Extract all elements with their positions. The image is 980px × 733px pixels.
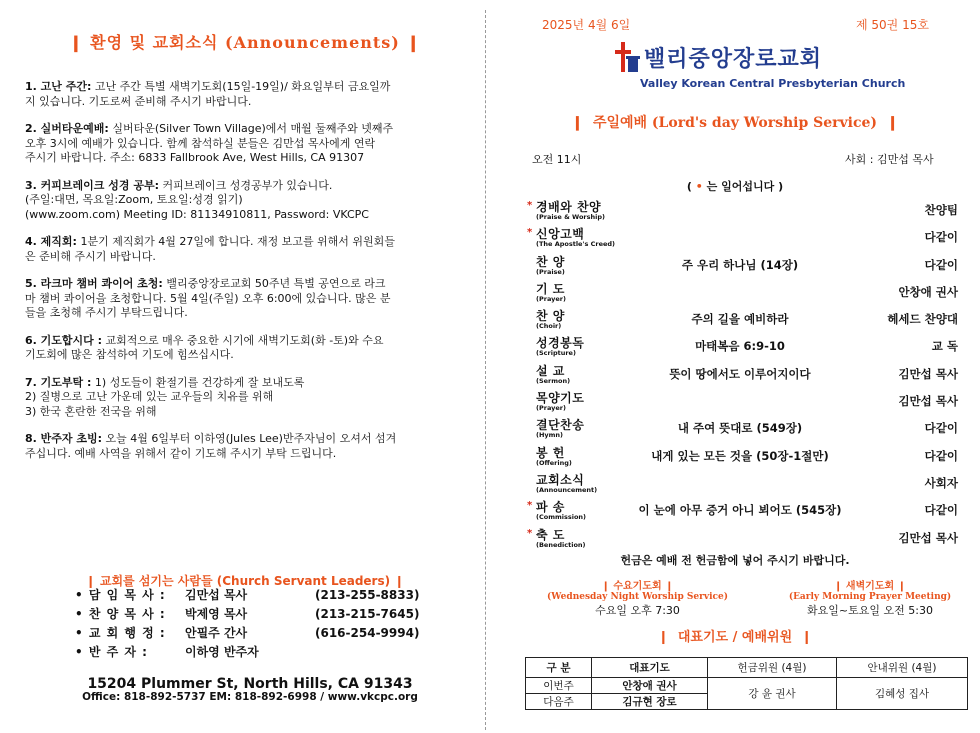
order-right: 사회자 [924,475,958,490]
servant-role: • 담 임 목 사 : [75,588,166,602]
church-address: 15204 Plummer St, North Hills, CA 91343 [87,676,413,692]
order-name: 파 송 [536,500,565,515]
row-label: 이번주 [526,678,592,694]
order-right: 다같이 [924,503,958,518]
order-mid: 내 주여 뜻대로 (549장) [677,421,803,436]
announcement-line [25,277,470,292]
announcement-item [25,235,470,264]
order-en: (Hymn) [536,431,564,440]
order-en: (Offering) [536,458,572,467]
announcement-label: 4. 제직회: [25,235,77,248]
announcement-label: 6. 기도합시다 : [25,333,103,347]
order-en: (Scripture) [536,349,576,358]
order-mid: 주 우리 하나님 (14장) [681,257,799,272]
star-icon: • [695,180,703,193]
order-right: 다같이 [924,230,958,245]
star-icon: * [527,200,533,211]
announcement-item [25,334,470,363]
announcement-line [25,405,470,420]
title-bar-left: ❙ [571,115,584,131]
servant-phone: (213-255-8833) [315,588,420,602]
church-contact: Office: 818-892-5737 EM: 818-892-6998 / www.vkcpc.org [82,691,418,703]
order-en: (Praise & Worship) [536,213,605,221]
announcement-line [25,137,470,152]
wednesday-service [535,577,740,618]
order-name: 교회소식 [536,472,585,487]
order-row [527,526,960,553]
announcement-text: 지 있습니다. 기도로써 준비해 주시기 바랍니다. [25,94,252,108]
order-of-worship [527,198,960,553]
order-en: (The Apostle's Creed) [536,240,616,249]
order-name: 성경봉독 [536,336,585,351]
announcement-label: 3. 커피브레이크 성경 공부: [25,178,159,192]
servant-phone: (213-215-7645) [315,607,420,621]
church-name-english: Valley Korean Central Presbyterian Church [640,77,906,90]
officers-title-text: 대표기도 / 예배위원 [677,630,793,645]
order-mid: 마태복음 6:9-10 [695,339,785,354]
announcement-label: 8. 반주자 초빙: [25,432,103,445]
order-name: 목양기도 [536,391,585,406]
announcement-line [25,390,470,405]
servant-role: • 반 주 자 : [75,645,148,659]
announcement-line [25,235,470,250]
announcement-text: 마 챔버 콰이어을 초청합니다. 5월 4일(주일) 오후 6:00에 있습니다. 많은 분 [25,291,391,305]
title-bar-right: ❙ [886,115,899,131]
announcement-line [25,376,470,391]
officers-title [500,626,970,645]
servant-name: 이하영 반주자 [185,645,259,659]
offering-note: 헌금은 예배 전 헌금함에 넣어 주시기 바랍니다. [620,554,850,567]
order-right: 헤세드 찬양대 [887,312,958,327]
order-en: (Choir) [536,322,562,331]
title-bar-right: ❙ [406,33,421,52]
order-row [530,280,960,307]
title-bar-left: ❙ [69,33,84,52]
announcement-text: 주시기 바랍니다. 주소: 6833 Fallbrook Ave, West Hills, CA 91307 [25,151,365,164]
order-right: 안창애 권사 [898,284,958,299]
announcement-label: 5. 라크마 챔버 콰이어 초청: [25,277,163,290]
order-en: (Commission) [536,513,587,522]
standing-note: ( • 는 일어섭니다 ) [686,180,784,193]
header-category: 구 분 [526,658,592,678]
order-right: 김만섭 목사 [898,394,958,409]
order-right: 다같이 [924,421,958,436]
servant-role: • 교 회 행 정 : [75,626,166,640]
wednesday-time: 수요일 오후 7:30 [595,604,680,617]
announcement-text: (www.zoom.com) Meeting ID: 81134910811, Password: VKCPC [25,207,369,221]
announcement-line [25,95,470,110]
servant-name: 안필주 간사 [185,626,248,640]
bulletin-date: 2025년 4월 6일 [542,18,631,32]
dawn-time: 화요일~토요일 오전 5:30 [807,604,933,617]
standing-note-text: 는 일어섭니다 [706,180,775,193]
servant-row [75,643,419,662]
church-cross-icon [612,40,646,74]
announcement-line [25,80,470,95]
order-row [530,253,960,280]
order-row [530,389,960,416]
announcement-text: 2) 질병으로 고난 가운데 있는 교우들의 치유를 위해 [25,390,274,403]
servant-row [75,605,419,624]
order-right: 교 독 [931,339,958,354]
order-row [527,225,960,252]
dawn-english: (Early Morning Prayer Meeting) [788,592,952,602]
announcement-line [25,122,470,137]
announcement-text: 들을 초청해 주시기 부탁드립니다. [25,306,188,319]
announcement-line [25,193,470,208]
order-right: 다같이 [924,448,958,463]
announcement-label: 1. 고난 주간: [25,80,92,93]
order-right: 찬양팀 [924,203,958,217]
order-name: 축 도 [536,527,565,542]
order-row [527,498,960,525]
row-prayer: 김규현 장로 [592,694,708,710]
order-row [530,444,960,471]
page-divider [485,10,486,730]
order-right: 김만섭 목사 [898,366,958,381]
servants-list [75,586,419,662]
announcement-text: 밸리중앙장로교회 50주년 특별 공연으로 라크 [166,277,386,290]
order-mid: 주의 길을 예비하라 [691,312,789,327]
star-icon: * [527,227,533,239]
church-name-korean: 밸리중앙장로교회 [644,47,823,72]
announcement-text: (주일:대면, 목요일:Zoom, 토요일:성경 읽기) [25,193,243,206]
order-en: (Announcement) [536,485,598,494]
worship-presider: 사회 : 김만섭 목사 [845,153,934,166]
header-prayer: 대표기도 [592,658,708,678]
announcement-line [25,334,470,349]
title-bar-left: ❙ [85,574,96,588]
announcement-line [25,348,470,363]
offering-committee: 강 윤 권사 [708,678,837,710]
announcements-title-text: 환영 및 교회소식 (Announcements) [90,33,400,52]
announcement-label: 2. 실버타운예배: [25,122,109,135]
order-row [530,307,960,334]
table-header-row [526,658,968,678]
order-en: (Prayer) [536,294,566,303]
header-offering: 헌금위원 (4월) [708,658,837,678]
wednesday-title-text: 수요기도회 [613,581,662,592]
announcement-line [25,432,470,447]
wednesday-english: (Wednesday Night Worship Service) [547,592,728,602]
servant-row [75,624,419,643]
announcement-text: 교회적으로 매우 중요한 시기에 새벽기도회(화 -토)와 수요 [105,333,384,347]
announcement-text: 은 준비해 주시기 바랍니다. [25,249,156,263]
order-en: (Sermon) [536,376,571,385]
order-row [530,471,960,498]
officers-table [525,657,968,710]
order-name: 봉 헌 [536,445,565,460]
worship-title-text: 주일예배 (Lord's day Worship Service) [592,115,878,131]
announcement-line [25,292,470,307]
announcement-text: 고난 주간 특별 새벽기도회(15일-19일)/ 화요일부터 금요일까 [94,80,391,93]
title-bar-right: ❙ [394,574,405,588]
servant-name: 박제영 목사 [185,607,248,621]
announcements-title [60,30,430,53]
announcement-text: 커피브레이크 성경공부가 있습니다. [162,178,333,192]
header-usher: 안내위원 (4월) [837,658,968,678]
servant-role: • 찬 양 목 사 : [75,607,166,621]
order-mid: 내게 있는 모든 것을 (50장-1절만) [651,448,829,463]
order-name: 신앙고백 [536,227,585,242]
order-name: 경배와 찬양 [536,200,602,214]
order-name: 결단찬송 [536,418,585,433]
servant-row [75,586,419,605]
announcement-line [25,250,470,265]
announcement-text: 기도회에 많은 참석하여 기도에 힘쓰십시다. [25,348,234,361]
dawn-title: ❙ 새벽기도회 ❙ [833,581,907,592]
row-label: 다음주 [526,694,592,710]
announcement-text: 1분기 제직회가 4월 27일에 합니다. 재정 보고를 위해서 위원회들 [80,235,395,248]
order-en: (Prayer) [536,404,566,413]
announcement-list [25,80,470,474]
title-bar-right: ❙ [801,630,813,645]
announcement-item [25,179,470,223]
star-icon: * [527,500,533,512]
dawn-service [775,577,965,618]
announcement-text: 주십니다. 예배 사역을 위해서 같이 기도해 주시기 부탁 드립니다. [25,446,337,460]
announcement-line [25,306,470,321]
order-row [527,198,960,225]
order-row [530,416,960,443]
order-en: (Praise) [536,267,565,276]
announcement-line [25,179,470,194]
order-row [530,334,960,361]
title-bar-left: ❙ [657,630,669,645]
dawn-title-text: 새벽기도회 [845,581,895,592]
bulletin-volume: 제 50권 15호 [856,18,929,32]
star-icon: * [527,527,533,539]
announcement-item [25,80,470,109]
announcement-item [25,277,470,321]
announcement-line [25,208,470,223]
announcement-text: 1) 성도들이 환절기를 건강하게 잘 보내도록 [94,375,305,389]
announcement-item [25,122,470,166]
announcement-text: 오후 3시에 예배가 있습니다. 함께 참석하실 분들은 김만섭 목사에게 연락 [25,136,376,150]
wednesday-title: ❙ 수요기도회 ❙ [601,581,674,592]
servant-name: 김만섭 목사 [185,588,248,602]
servant-phone: (616-254-9994) [315,626,420,640]
worship-time: 오전 11시 [532,153,582,166]
worship-title [500,112,970,132]
announcement-label: 7. 기도부탁 : [25,375,92,389]
order-name: 기 도 [536,281,565,296]
order-name: 설 교 [536,363,565,378]
announcement-text: 실버타운(Silver Town Village)에서 매월 둘째주와 넷째주 [112,122,394,135]
order-name: 찬 양 [536,309,565,324]
announcement-line [25,447,470,462]
announcement-line [25,151,470,166]
order-name: 찬 양 [536,254,565,269]
announcement-item [25,376,470,420]
announcement-item [25,432,470,461]
order-right: 다같이 [924,257,958,272]
order-mid: 이 눈에 아무 증거 아니 뵈어도 (545장) [638,503,842,518]
order-mid: 뜻이 땅에서도 이루어지이다 [669,366,811,381]
order-row [530,362,960,389]
table-row [526,678,968,694]
row-prayer: 안창애 권사 [592,678,708,694]
announcement-text: 오늘 4월 6일부터 이하영(Jules Lee)반주자님이 오셔서 섬겨 [105,432,397,445]
order-en: (Benediction) [536,540,586,549]
announcement-text: 3) 한국 혼란한 전국을 위해 [25,404,157,418]
servants-title-text: 교회를 섬기는 사람들 (Church Servant Leaders) [99,574,391,588]
order-right: 김만섭 목사 [898,530,958,545]
usher: 김혜성 집사 [837,678,968,710]
